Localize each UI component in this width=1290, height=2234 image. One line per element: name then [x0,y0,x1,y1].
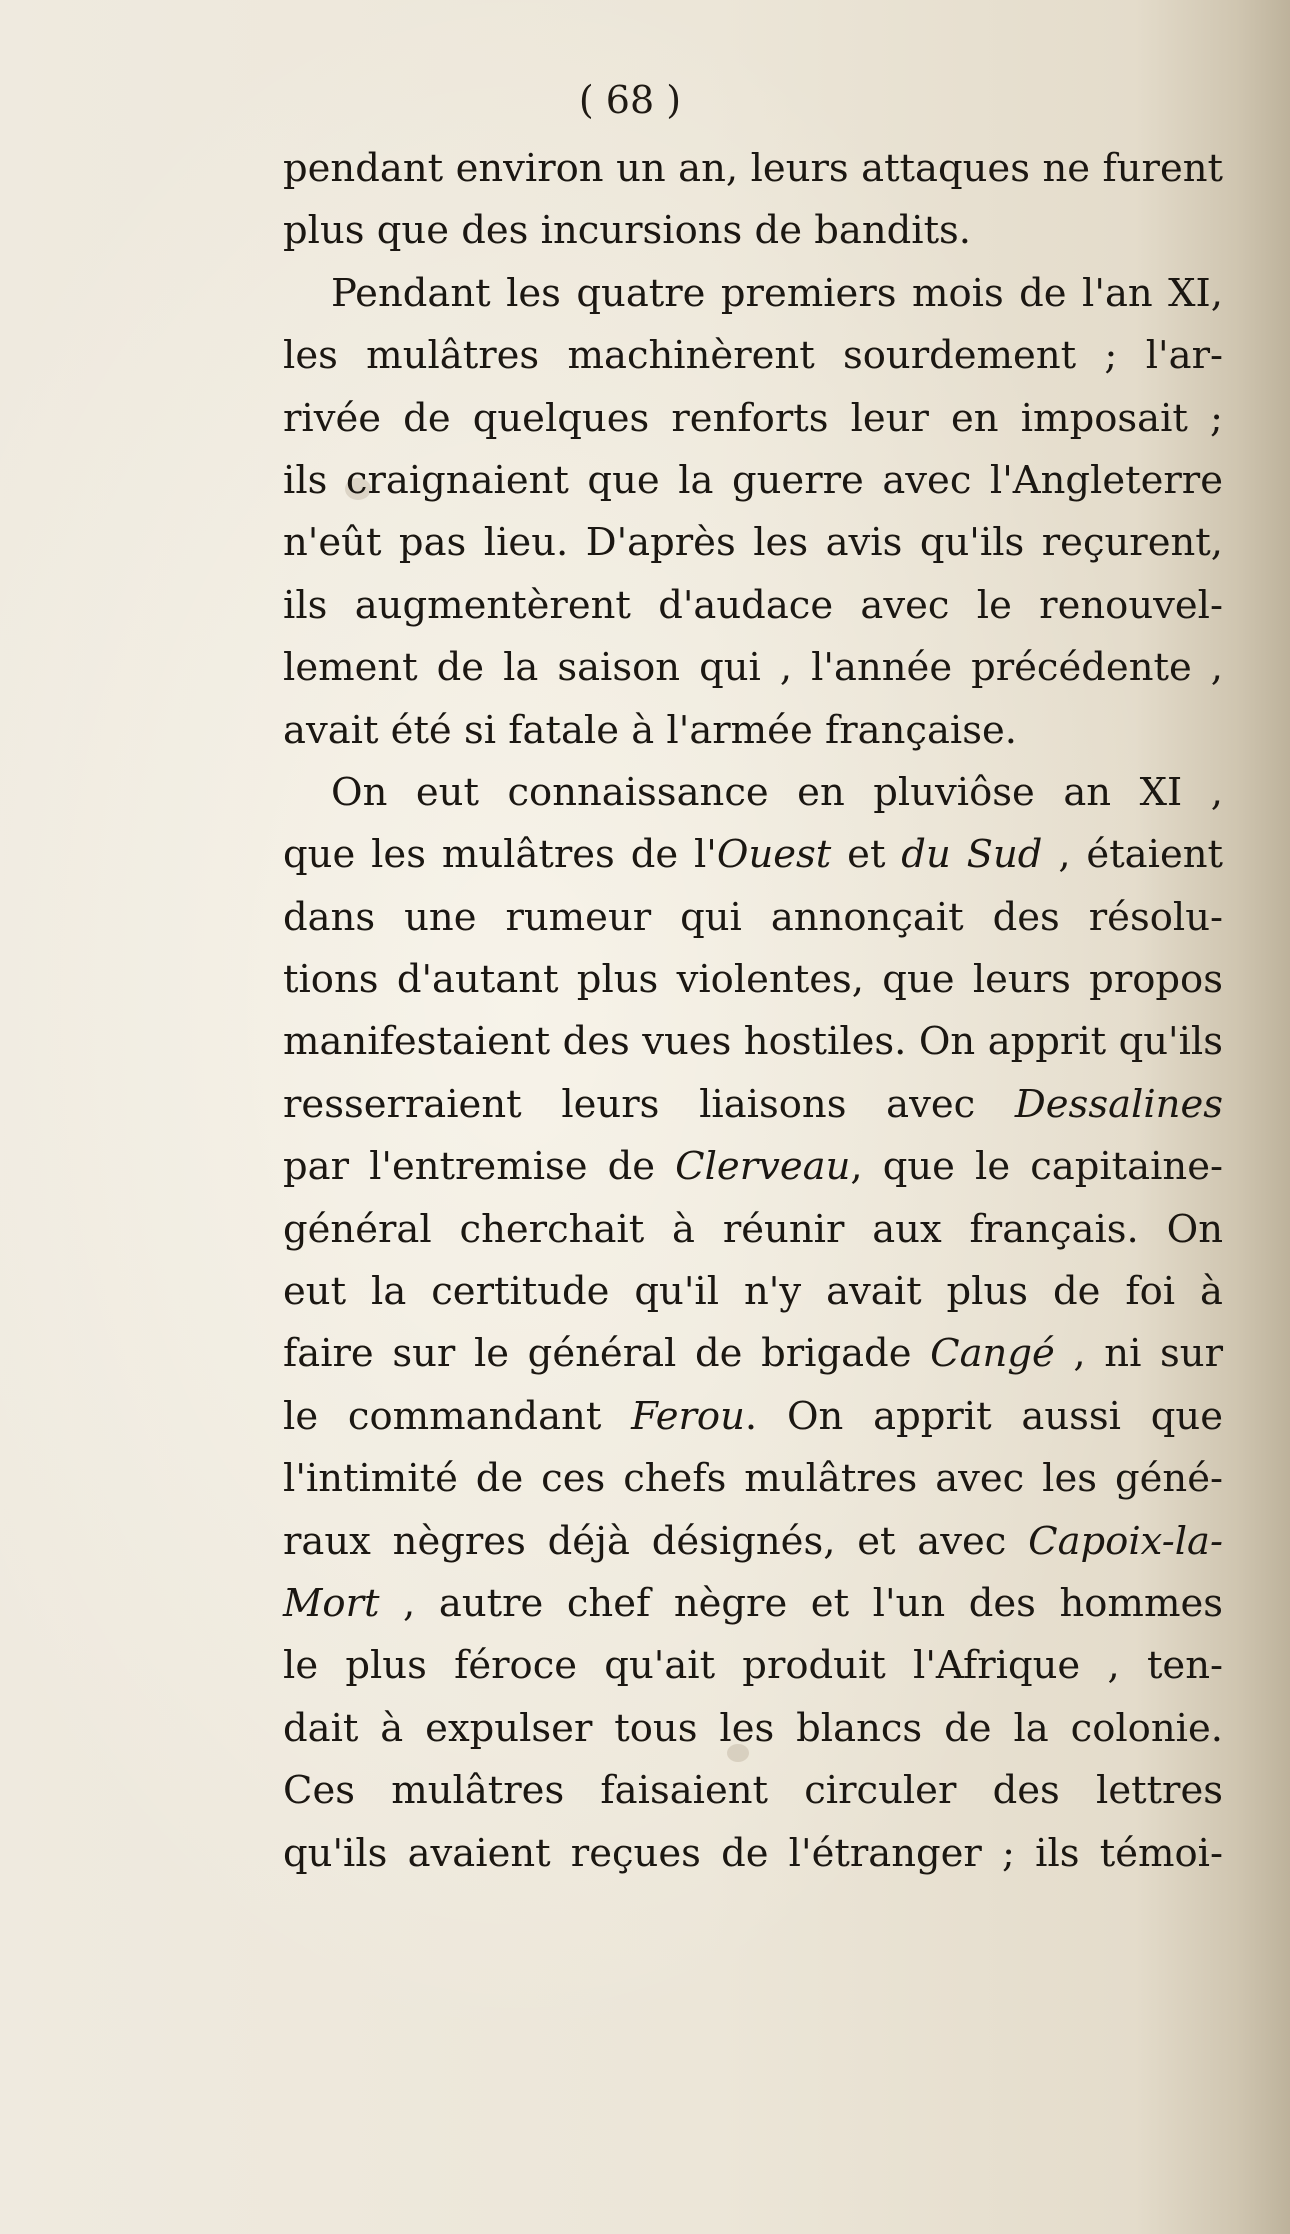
text-segment: ils craignaient que la guerre avec l'Angleterre [283,457,1223,503]
text-line [283,1386,1223,1448]
text-segment: n'eût pas lieu. D'après les avis qu'ils reçurent, [283,520,1223,566]
text-line [283,263,1223,325]
text-segment: que les mulâtres de l' [283,832,717,878]
text-segment: le commandant [283,1393,632,1439]
text-segment: pendant environ un an, leurs attaques ne furent [283,146,1223,191]
text-segment: tions d'autant plus violentes, que leurs propos [283,957,1223,1003]
text-line [283,1261,1223,1323]
text-segment: et [831,832,902,878]
text-segment: plus que des incursions de bandits. [283,208,972,254]
italic-text: Dessalines [1014,1081,1223,1127]
text-line [283,1074,1223,1136]
text-segment: l'intimité de ces chefs mulâtres avec les géné- [283,1456,1223,1502]
text-line [283,1011,1223,1073]
text-line [283,1323,1223,1385]
text-line [283,1573,1223,1635]
text-segment: Ces mulâtres faisaient circuler des lettres [283,1768,1223,1814]
text-segment: raux nègres déjà désignés, et avec [283,1518,1029,1564]
text-segment: général cherchait à réunir aux français. On [283,1206,1223,1252]
italic-text: Ouest [716,832,832,878]
text-segment: qu'ils avaient reçues de l'étranger ; ils témoi- [283,1830,1223,1876]
text-line [283,388,1223,450]
text-line [283,1760,1223,1822]
text-line [283,512,1223,574]
text-line [283,325,1223,387]
text-segment: par l'entremise de [283,1144,676,1190]
text-segment: les mulâtres machinèrent sourdement ; l'ar- [283,333,1223,379]
text-segment: rivée de quelques renforts leur en imposait ; [283,395,1223,441]
italic-text: Mort [283,1580,380,1626]
text-segment: resserraient leurs liaisons avec [283,1081,1015,1127]
text-segment: avait été si fatale à l'armée française. [283,707,1018,753]
text-segment: lement de la saison qui , l'année précédente , [283,645,1223,691]
italic-text: Ferou [631,1393,745,1439]
text-line [283,1698,1223,1760]
body-text [283,138,1223,1885]
text-segment: On eut connaissance en pluviôse an XI , [331,769,1223,815]
text-line [283,1511,1223,1573]
italic-text: du Sud [901,832,1043,878]
text-line [283,200,1223,262]
text-segment: dans une rumeur qui annonçait des résolu- [283,894,1223,940]
text-segment: , autre chef nègre et l'un des hommes [379,1580,1223,1626]
text-line [283,1136,1223,1198]
text-line [283,887,1223,949]
text-line [283,824,1223,886]
italic-text: Capoix-la- [1028,1518,1223,1564]
text-segment: , que le capitaine- [850,1144,1223,1190]
text-line [283,637,1223,699]
text-segment: faire sur le général de brigade [283,1331,931,1377]
italic-text: Clerveau [675,1144,851,1190]
text-line [283,450,1223,512]
text-line [283,1823,1223,1885]
text-segment: dait à expulser tous les blancs de la colonie. [283,1705,1223,1751]
text-segment: , ni sur [1054,1331,1223,1377]
text-line [283,1448,1223,1510]
text-segment: , étaient [1042,832,1223,878]
text-segment: ils augmentèrent d'audace avec le renouvel- [283,582,1223,628]
text-line [283,575,1223,637]
page-number: ( 68 ) [578,78,682,122]
italic-text: Cangé [930,1331,1055,1377]
text-segment: . On apprit aussi que [744,1393,1223,1439]
text-line [283,700,1223,762]
text-line [283,1635,1223,1697]
text-line [283,762,1223,824]
text-segment: Pendant les quatre premiers mois de l'an XI, [331,270,1223,316]
text-segment: le plus féroce qu'ait produit l'Afrique , ten- [283,1643,1223,1689]
text-line [283,1199,1223,1261]
text-line [283,138,1223,200]
text-line [283,949,1223,1011]
text-segment: eut la certitude qu'il n'y avait plus de foi à [283,1269,1223,1315]
text-segment: manifestaient des vues hostiles. On apprit qu'ils [283,1019,1223,1065]
